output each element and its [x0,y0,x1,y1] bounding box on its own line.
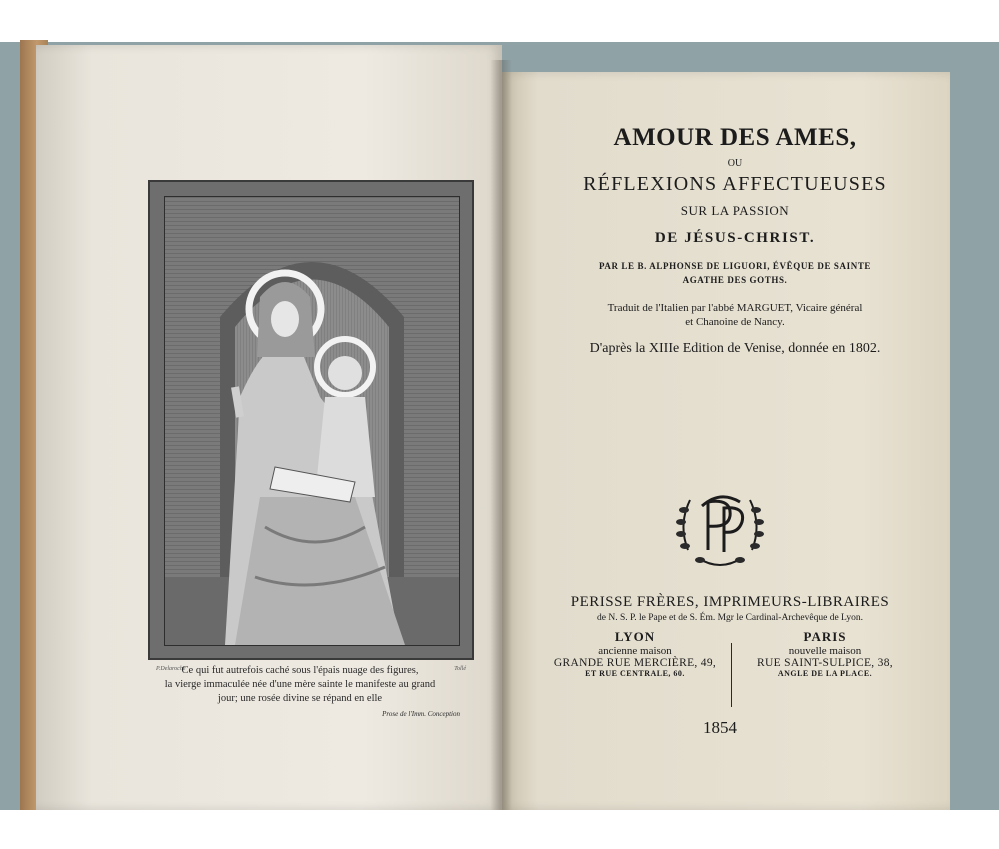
title-ou: OU [727,158,743,169]
subtitle-jesus: DE JÉSUS-CHRIST. [654,230,816,246]
caption-line-1: Ce qui fut autrefois caché sous l'épais nuage des figures, [181,665,419,676]
author-line-2: AGATHE DES GOTHS. [682,275,788,285]
paris-old: nouvelle maison [788,645,862,657]
publisher-name: PERISSE FRÈRES, IMPRIMEURS-LIBRAIRES [570,594,890,610]
plate-signature-left: P.Delaroche [156,666,186,672]
translator-line-1: Traduit de l'Italien par l'abbé MARGUET, Vicaire général [607,302,863,314]
paris-street: RUE SAINT-SULPICE, 38, [757,657,893,669]
edition-line: D'après la XIIIe Edition de Venise, donnée en 1802. [589,341,881,356]
engraving-illustration [165,197,459,645]
book-title: AMOUR DES AMES, [613,124,857,151]
address-lyon [550,629,720,678]
paris-city: PARIS [803,629,847,644]
publisher-block [553,594,902,709]
caption-source: Prose de l'Imm. Conception [382,710,460,718]
publisher-patron: de N. S. P. le Pape et de S. Ém. Mgr le Cardinal-Archevêque de Lyon. [597,613,863,623]
lyon-old: ancienne maison [598,645,672,657]
publication-year: 1854 [703,718,737,737]
engraving-image [164,196,460,646]
lyon-street: GRANDE RUE MERCIÈRE, 49, [553,657,717,669]
caption-line-2: la vierge immaculée née d'une mère sainte le manifeste au grand [164,679,436,690]
plate-signature-right: Tollé [454,666,466,672]
lyon-extra: ET RUE CENTRALE, 60. [585,669,685,678]
publisher-monogram-icon [668,480,772,576]
book-gutter [490,60,512,810]
translator-line-2: et Chanoine de Nancy. [685,316,785,328]
caption-line-3: jour; une rosée divine se répand en elle [217,693,383,704]
author-line-1: PAR LE B. ALPHONSE DE LIGUORI, ÉVÊQUE DE SAINTE [598,261,872,271]
paris-extra: ANGLE DE LA PLACE. [777,669,873,678]
title-block [560,124,910,357]
lyon-city: LYON [614,629,656,644]
author-line [560,259,910,287]
translator-line [560,301,910,329]
book-subtitle: RÉFLEXIONS AFFECTUEUSES [583,173,887,195]
address-paris [740,629,910,678]
publisher-addresses [553,629,902,709]
address-divider [731,643,732,707]
subtitle-sur: SUR LA PASSION [680,203,790,218]
plate-caption [140,664,460,721]
